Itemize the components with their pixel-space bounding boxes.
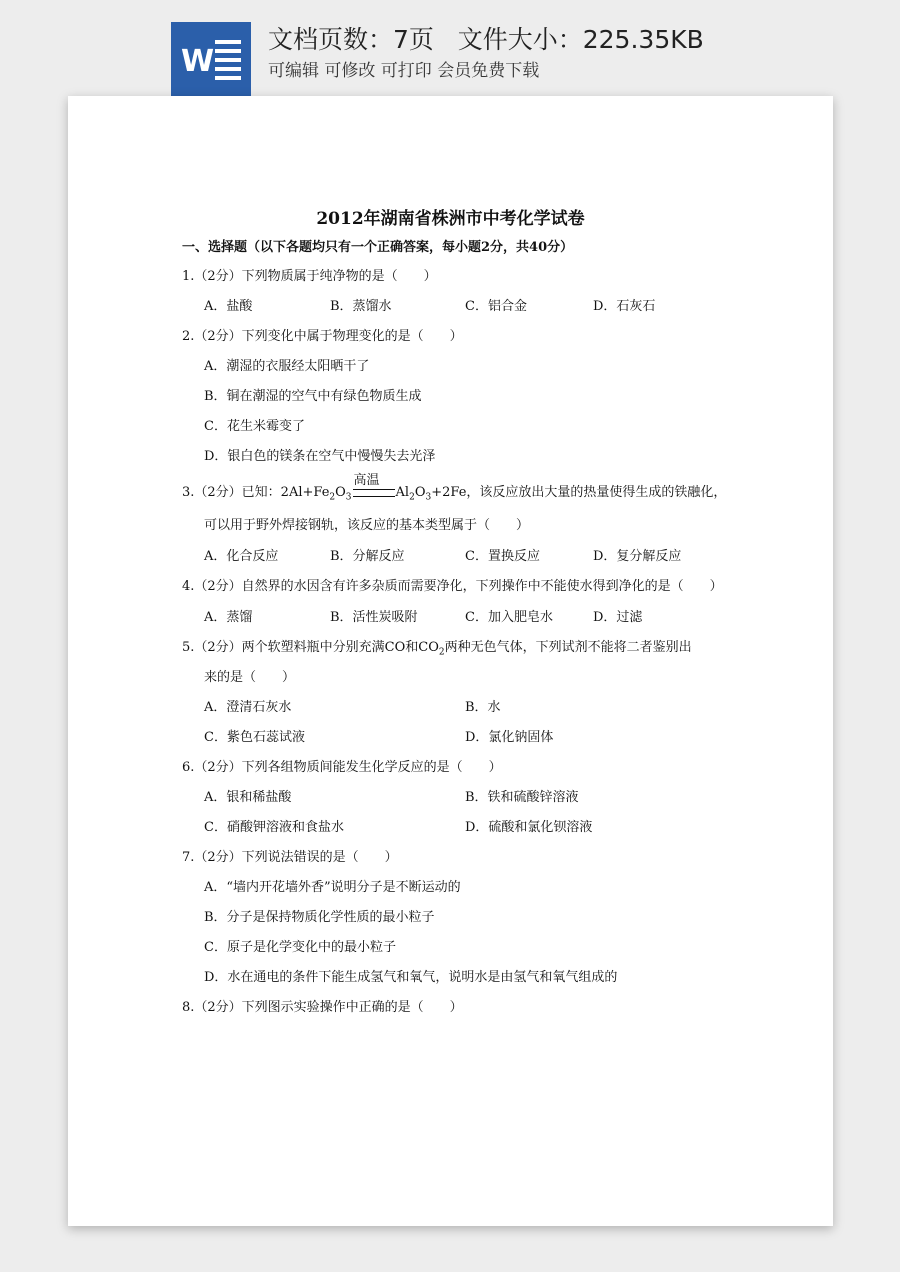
question-5-stem-cont: 来的是（ ） — [204, 670, 296, 685]
q5-option-b: B．水 — [465, 700, 501, 715]
question-3-stem: 3.（2分）已知：$2Al+Fe_2O_3$ 高温 $Al_2O_3+2Fe$，该反应放出大量的热量使得生成的铁融化， — [182, 473, 727, 503]
question-2-stem: 2.（2分）下列变化中属于物理变化的是（ ） — [182, 329, 463, 344]
document-page — [68, 96, 833, 1226]
q1-option-c: C．铝合金 — [465, 299, 527, 314]
q2-option-b: B．铜在潮湿的空气中有绿色物质生成 — [204, 389, 422, 404]
q1-option-a: A．盐酸 — [204, 299, 253, 314]
q1-option-d: D．石灰石 — [593, 299, 656, 314]
word-doc-icon: W — [171, 22, 251, 96]
question-5-stem: 5.（2分）两个软塑料瓶中分别充满CO和$CO_2$两种无色气体，下列试剂不能将二者鉴别出 — [182, 640, 692, 658]
q4-option-b: B．活性炭吸附 — [330, 610, 418, 625]
q7-option-d: D．水在通电的条件下能生成氢气和氧气，说明水是由氢气和氧气组成的 — [204, 970, 618, 985]
q2-option-c: C．花生米霉变了 — [204, 419, 305, 434]
q6-option-d: D．硫酸和氯化钡溶液 — [465, 820, 593, 835]
q4-option-a: A．蒸馏 — [204, 610, 253, 625]
q6-option-a: A．银和稀盐酸 — [204, 790, 292, 805]
question-8-stem: 8.（2分）下列图示实验操作中正确的是（ ） — [182, 1000, 463, 1015]
equals-sign — [353, 489, 395, 497]
q3-option-c: C．置换反应 — [465, 549, 540, 564]
question-7-stem: 7.（2分）下列说法错误的是（ ） — [182, 850, 398, 865]
q6-option-b: B．铁和硫酸锌溶液 — [465, 790, 579, 805]
q7-option-c: C．原子是化学变化中的最小粒子 — [204, 940, 396, 955]
q4-option-c: C．加入肥皂水 — [465, 610, 553, 625]
exam-title: 2012年湖南省株洲市中考化学试卷 — [316, 209, 585, 229]
q4-option-d: D．过滤 — [593, 610, 643, 625]
reaction-condition: 高温 — [352, 485, 396, 500]
section-heading: 一、选择题（以下各题均只有一个正确答案，每小题2分，共40分） — [182, 240, 574, 255]
question-1-stem: 1.（2分）下列物质属于纯净物的是（ ） — [182, 269, 437, 284]
q3-option-d: D．复分解反应 — [593, 549, 682, 564]
question-6-stem: 6.（2分）下列各组物质间能发生化学反应的是（ ） — [182, 760, 502, 775]
q2-option-d: D．银白色的镁条在空气中慢慢失去光泽 — [204, 449, 436, 464]
q7-option-b: B．分子是保持物质化学性质的最小粒子 — [204, 910, 435, 925]
question-3-stem-cont: 可以用于野外焊接钢轨，该反应的基本类型属于（ ） — [204, 518, 530, 533]
q1-option-b: B．蒸馏水 — [330, 299, 392, 314]
file-info-title: 文档页数：7页 文件大小：225.35KB — [268, 25, 704, 54]
file-info-subtitle: 可编辑 可修改 可打印 会员免费下载 — [268, 61, 540, 81]
q5-option-c: C．紫色石蕊试液 — [204, 730, 305, 745]
q2-option-a: A．潮湿的衣服经太阳晒干了 — [204, 359, 370, 374]
question-4-stem: 4.（2分）自然界的水因含有许多杂质而需要净化，下列操作中不能使水得到净化的是（ ） — [182, 579, 723, 594]
q5-option-a: A．澄清石灰水 — [204, 700, 292, 715]
file-info-header — [0, 0, 900, 96]
q5-option-d: D．氯化钠固体 — [465, 730, 554, 745]
q7-option-a: A．“墙内开花墙外香”说明分子是不断运动的 — [204, 880, 461, 895]
q3-option-a: A．化合反应 — [204, 549, 279, 564]
q6-option-c: C．硝酸钾溶液和食盐水 — [204, 820, 344, 835]
q3-option-b: B．分解反应 — [330, 549, 405, 564]
